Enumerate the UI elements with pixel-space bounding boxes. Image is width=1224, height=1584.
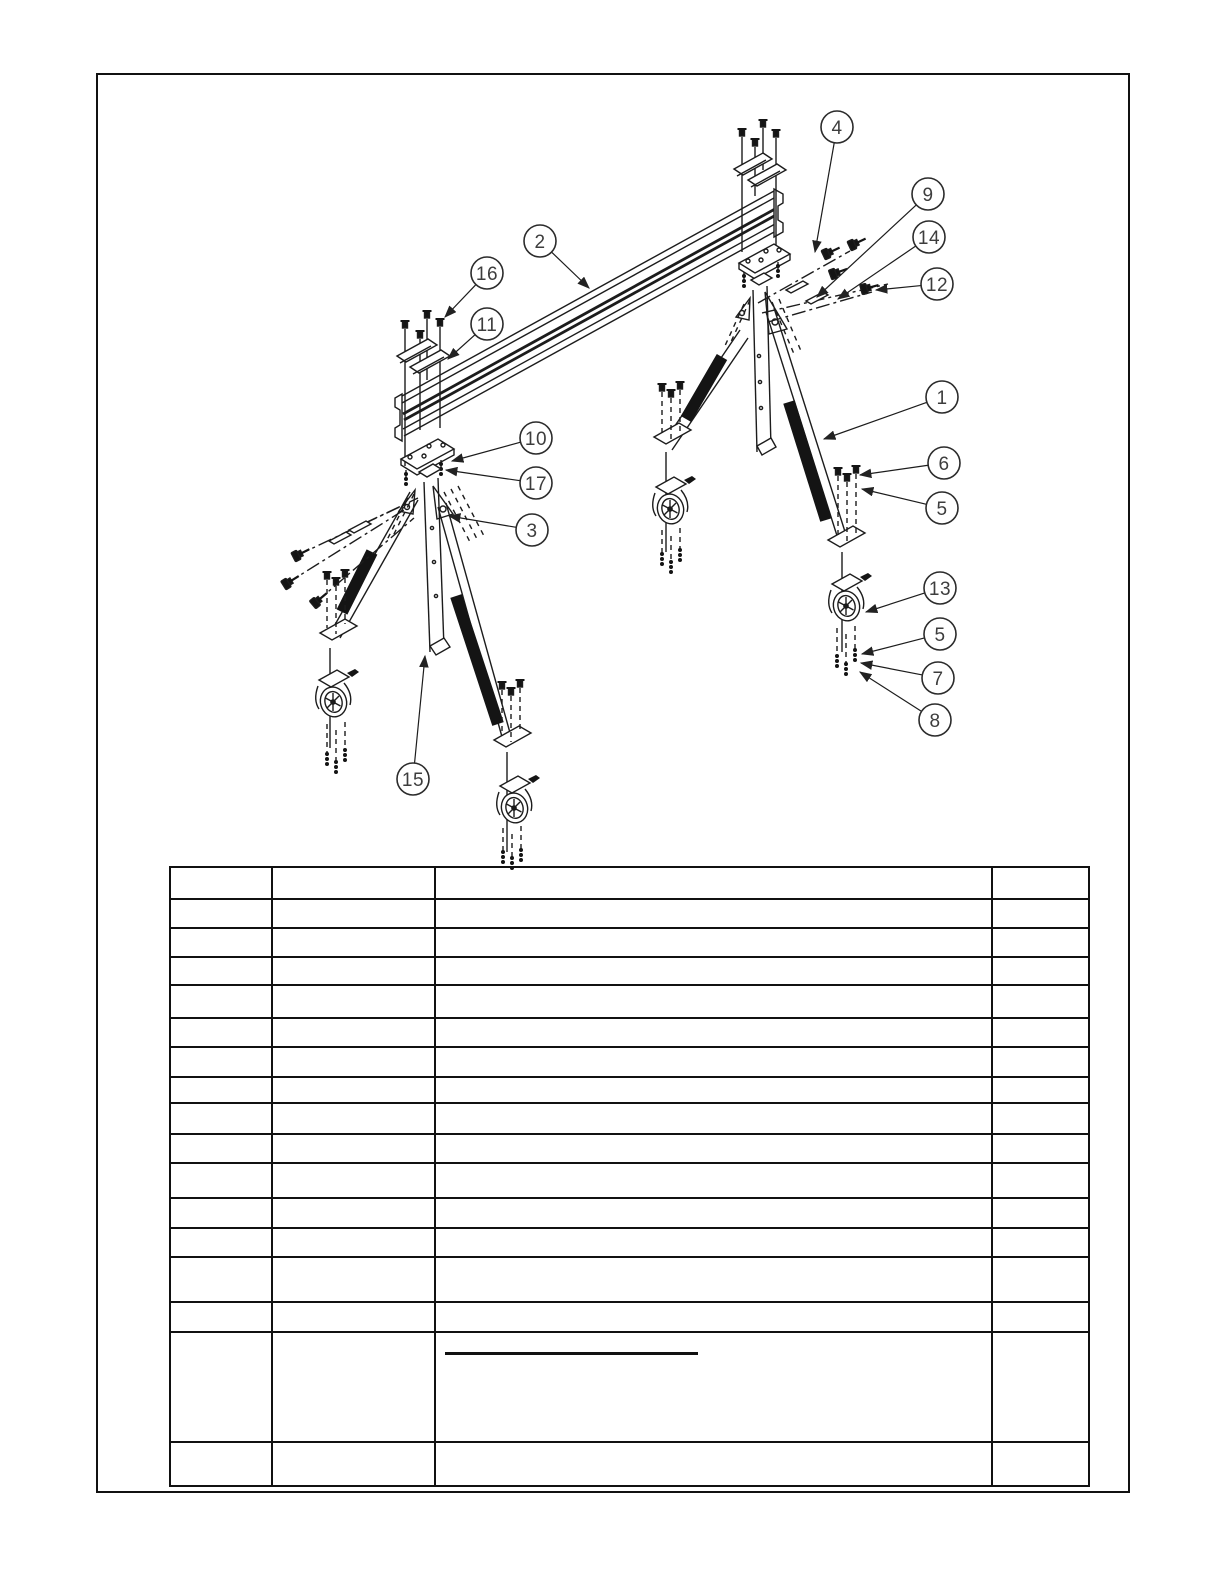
balloon-number: 1 <box>936 387 948 409</box>
table-gridline <box>171 956 1088 958</box>
balloon-leader-line <box>552 252 589 288</box>
balloon-number: 17 <box>524 473 548 495</box>
balloon-number: 7 <box>932 668 944 690</box>
table-gridline <box>171 927 1088 929</box>
table-gridline <box>171 1017 1088 1019</box>
left-splayed-leg <box>653 330 748 574</box>
balloon-leader-line <box>815 143 834 252</box>
table-gridline <box>434 868 436 1485</box>
table-gridline <box>171 898 1088 900</box>
table-gridline <box>271 868 273 1485</box>
table-underline <box>445 1352 698 1355</box>
table-gridline <box>171 1441 1088 1443</box>
balloon-leader-line <box>876 286 921 290</box>
balloon-leader-line <box>860 672 922 711</box>
balloon-number: 13 <box>928 578 952 600</box>
balloon-number: 4 <box>831 117 843 139</box>
right-splayed-leg <box>438 503 540 870</box>
balloon-leader-line <box>838 246 916 299</box>
table-gridline <box>171 1227 1088 1229</box>
balloon-leader-line <box>861 663 922 675</box>
leg-bracket <box>399 464 453 519</box>
balloon-number: 8 <box>929 710 941 732</box>
balloon-number: 16 <box>475 263 499 285</box>
table-gridline <box>171 1301 1088 1303</box>
balloon-number: 3 <box>526 520 538 542</box>
table-gridline <box>171 1331 1088 1333</box>
balloon-number: 14 <box>917 227 941 249</box>
balloon-leader-line <box>448 335 475 359</box>
table-gridline <box>171 1046 1088 1048</box>
i-beam <box>395 189 783 441</box>
rear-leg-assembly <box>653 117 872 676</box>
balloon-number: 5 <box>934 624 946 646</box>
balloon-number: 2 <box>534 231 546 253</box>
table-gridline <box>171 1197 1088 1199</box>
mounting-plate <box>401 439 454 486</box>
table-gridline <box>171 984 1088 986</box>
balloon-leader-line <box>445 285 476 317</box>
table-gridline <box>171 1133 1088 1135</box>
balloon-leader-line <box>415 656 425 763</box>
table-gridline <box>991 868 993 1485</box>
left-splayed-leg <box>316 492 418 774</box>
balloon-number: 6 <box>938 453 950 475</box>
balloon-leader-line <box>824 402 927 439</box>
balloon-leader-line <box>452 442 521 461</box>
balloon-number: 15 <box>401 769 425 791</box>
balloon-leader-line <box>866 593 925 612</box>
balloon-number: 5 <box>936 498 948 520</box>
balloon-leader-line <box>860 465 928 475</box>
balloon-number: 9 <box>922 184 934 206</box>
balloon-number: 10 <box>524 428 548 450</box>
right-splayed-leg <box>766 308 872 676</box>
table-gridline <box>171 1256 1088 1258</box>
table-gridline <box>171 1076 1088 1078</box>
balloon-leader-line <box>446 470 520 481</box>
table-gridline <box>171 1102 1088 1104</box>
balloon-leader-line <box>862 638 925 654</box>
balloon-number: 11 <box>476 314 498 336</box>
balloon-leader-line <box>862 489 926 504</box>
parts-list-table <box>169 866 1090 1487</box>
balloon-number: 12 <box>925 274 949 296</box>
table-gridline <box>171 1162 1088 1164</box>
